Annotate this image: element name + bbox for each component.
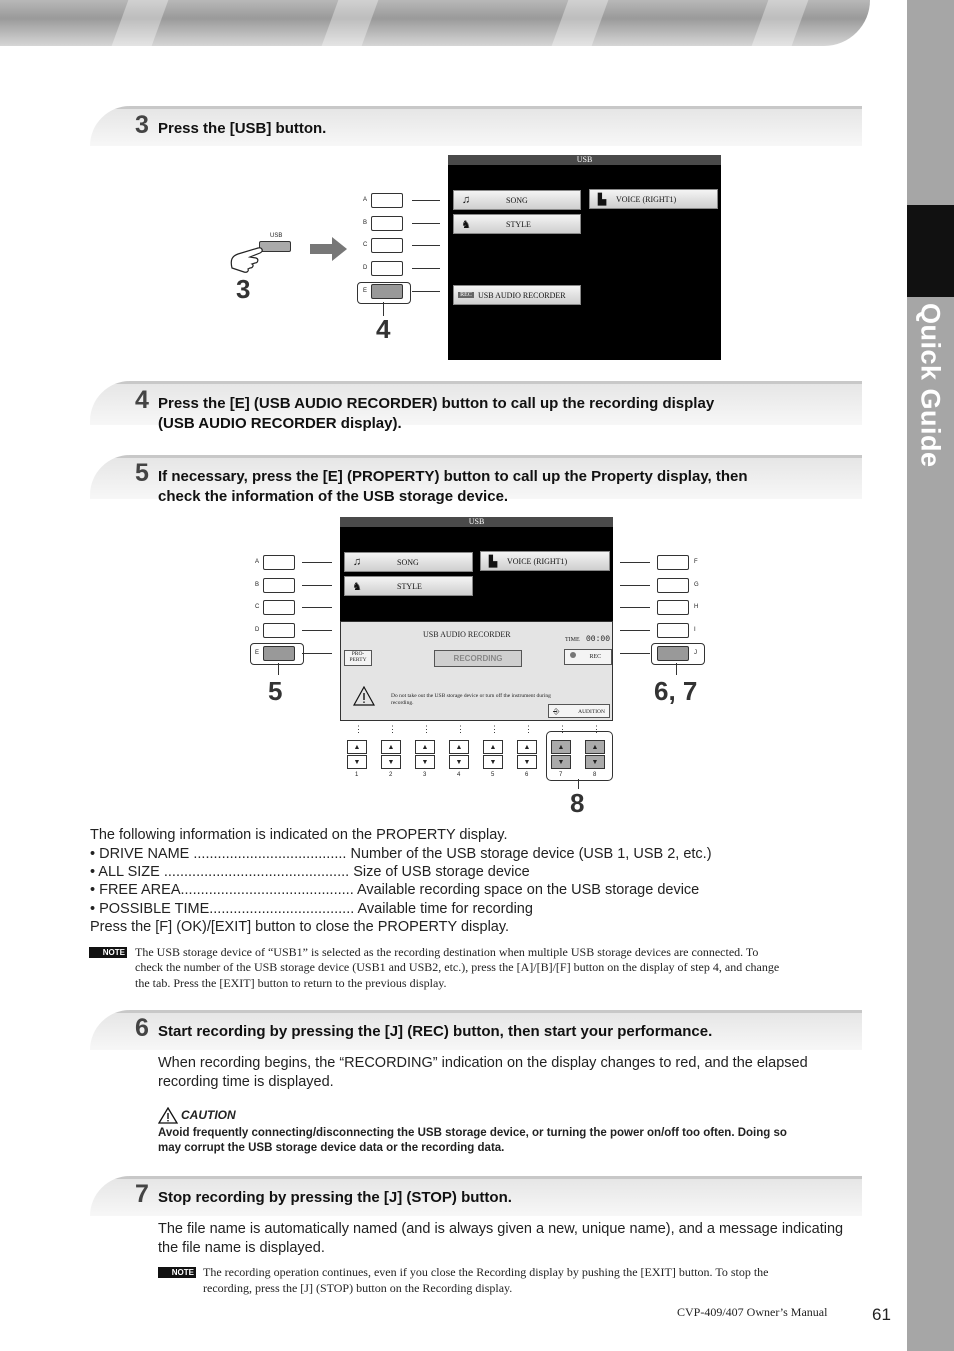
- audition-button[interactable]: ⎆ AUDITION: [548, 704, 610, 718]
- song-tab[interactable]: ♫ SONG: [344, 552, 473, 572]
- step-7-body-line1: The file name is automatically named (and is always given a new, unique name), and a message indicating: [158, 1221, 844, 1237]
- panel-button-b[interactable]: [263, 578, 295, 593]
- panel-button-a[interactable]: [263, 555, 295, 570]
- number-down-button-2[interactable]: ▼: [381, 755, 401, 769]
- callout-6-7: 6, 7: [654, 676, 698, 706]
- recorder-screen-top: [340, 517, 613, 621]
- callout-8: 8: [570, 788, 585, 818]
- dots-1: ⋮: [354, 724, 363, 734]
- number-label: 7: [559, 772, 563, 778]
- dots-6: ⋮: [524, 724, 533, 734]
- panel-button-e[interactable]: [371, 284, 403, 299]
- property-intro: The following information is indicated on the PROPERTY display.: [90, 827, 508, 843]
- side-tab-label: Quick Guide: [915, 302, 946, 468]
- note-badge: NOTE: [158, 1267, 196, 1278]
- panel-button-b[interactable]: [371, 216, 403, 231]
- screen-title: USB: [448, 155, 721, 165]
- style-icon: ♞: [352, 580, 362, 593]
- note-2-line1: The recording operation continues, even if you close the Recording display by pushing the [EXIT] button. To stop the: [203, 1265, 769, 1279]
- voice-tab[interactable]: ▙ VOICE (RIGHT1): [480, 551, 610, 571]
- warning-text: Do not take out the USB storage device or turn off the instrument during recording.: [391, 693, 551, 706]
- panel-button-d[interactable]: [371, 261, 403, 276]
- rec-button[interactable]: REC: [564, 649, 612, 665]
- panel-button-h[interactable]: [657, 600, 689, 615]
- usb-audio-recorder-tab[interactable]: REC USB AUDIO RECORDER: [453, 285, 581, 305]
- note-1-line2: check the number of the USB storage device (USB1 and USB2, etc.), press the [A]/[B]/[F] button on the display of step 4, and change: [135, 960, 780, 974]
- number-label: 5: [491, 772, 495, 778]
- callout-3: 3: [236, 274, 251, 304]
- panel-letter: D: [255, 627, 260, 633]
- panel-letter: H: [694, 604, 699, 610]
- panel-letter: J: [694, 650, 697, 656]
- recorder-title: USB AUDIO RECORDER: [423, 630, 511, 639]
- panel-button-f[interactable]: [657, 555, 689, 570]
- panel-letter: I: [694, 627, 696, 633]
- dots-2: ⋮: [388, 724, 397, 734]
- panel-letter: C: [255, 604, 260, 610]
- step-3-text: Press the [USB] button.: [158, 120, 327, 137]
- usb-panel-label: USB: [270, 233, 283, 239]
- number-down-button-7[interactable]: ▼: [551, 755, 571, 769]
- number-up-button-8[interactable]: ▲: [585, 740, 605, 754]
- recorder-panel: [340, 621, 613, 721]
- number-down-button-6[interactable]: ▼: [517, 755, 537, 769]
- music-note-icon: ♫: [461, 194, 471, 206]
- number-label: 8: [593, 772, 597, 778]
- step-4-number: 4: [135, 386, 149, 414]
- panel-letter: C: [363, 242, 368, 248]
- panel-letter: E: [363, 288, 368, 294]
- arrow-right-icon: [310, 236, 348, 262]
- panel-button-a[interactable]: [371, 193, 403, 208]
- style-tab[interactable]: ♞ STYLE: [453, 214, 581, 234]
- number-down-button-4[interactable]: ▼: [449, 755, 469, 769]
- number-up-button-3[interactable]: ▲: [415, 740, 435, 754]
- audition-icon: ⎆: [553, 707, 560, 716]
- callout-5: 5: [268, 676, 283, 706]
- panel-letter: G: [694, 582, 699, 588]
- number-up-button-5[interactable]: ▲: [483, 740, 503, 754]
- caution-icon: [158, 1107, 178, 1124]
- step-4-text-line1: Press the [E] (USB AUDIO RECORDER) button to call up the recording display: [158, 395, 715, 412]
- step-7-body-line2: the file name is displayed.: [158, 1240, 325, 1256]
- time-label: TIME: [565, 637, 580, 643]
- number-up-button-6[interactable]: ▲: [517, 740, 537, 754]
- step-6-number: 6: [135, 1014, 149, 1042]
- number-label: 2: [389, 772, 393, 778]
- panel-button-g[interactable]: [657, 578, 689, 593]
- number-up-button-2[interactable]: ▲: [381, 740, 401, 754]
- dots-8: ⋮: [592, 724, 601, 734]
- header-banner: [0, 0, 870, 46]
- hand-pointer-icon: [228, 238, 274, 274]
- property-outro: Press the [F] (OK)/[EXIT] button to close the PROPERTY display.: [90, 919, 510, 935]
- step-4-text-line2: (USB AUDIO RECORDER display).: [158, 415, 402, 432]
- rec-icon: REC: [458, 292, 474, 298]
- dots-4: ⋮: [456, 724, 465, 734]
- music-note-icon: ♫: [352, 556, 362, 568]
- step-5-text-line2: check the information of the USB storage device.: [158, 488, 509, 505]
- voice-tab[interactable]: ▙ VOICE (RIGHT1): [589, 189, 718, 209]
- number-up-button-4[interactable]: ▲: [449, 740, 469, 754]
- piano-icon: ▙: [488, 555, 498, 568]
- number-label: 4: [457, 772, 461, 778]
- step-7-number: 7: [135, 1180, 149, 1208]
- panel-letter: D: [363, 265, 368, 271]
- side-tab-marker: [907, 205, 954, 297]
- dots-3: ⋮: [422, 724, 431, 734]
- warning-icon: [353, 686, 375, 706]
- panel-letter: A: [363, 197, 368, 203]
- property-item: • ALL SIZE .............................................. Size of USB storage device: [90, 864, 530, 880]
- number-down-button-1[interactable]: ▼: [347, 755, 367, 769]
- step-7-text: Stop recording by pressing the [J] (STOP) button.: [158, 1189, 512, 1206]
- page-number: 61: [872, 1305, 891, 1324]
- time-value: 00:00: [586, 635, 611, 644]
- caution-title: CAUTION: [181, 1108, 236, 1122]
- piano-icon: ▙: [597, 193, 607, 206]
- caution-line2: may corrupt the USB storage device data or the recording data.: [158, 1142, 505, 1154]
- step-6-body-line2: recording time is displayed.: [158, 1074, 334, 1090]
- panel-button-c[interactable]: [263, 600, 295, 615]
- step-6-text: Start recording by pressing the [J] (REC) button, then start your performance.: [158, 1023, 713, 1040]
- property-item: • DRIVE NAME ...................................... Number of the USB storage device (USB 1, USB 2, etc.): [90, 846, 712, 862]
- panel-letter: F: [694, 559, 698, 565]
- step-3-number: 3: [135, 111, 149, 139]
- caution-line1: Avoid frequently connecting/disconnecting the USB storage device, or turning the power on/off too often. Doing so: [158, 1127, 787, 1139]
- number-down-button-5[interactable]: ▼: [483, 755, 503, 769]
- property-button[interactable]: PRO- PERTY: [344, 650, 372, 666]
- number-down-button-8[interactable]: ▼: [585, 755, 605, 769]
- number-up-button-1[interactable]: ▲: [347, 740, 367, 754]
- note-1-line1: The USB storage device of “USB1” is selected as the recording destination when multiple USB storage devices are connected. To: [135, 945, 759, 959]
- panel-button-j[interactable]: [657, 646, 689, 661]
- note-badge: NOTE: [89, 947, 127, 958]
- note-2-line2: recording, press the [J] (STOP) button on the Recording display.: [203, 1281, 513, 1295]
- panel-letter: B: [255, 582, 260, 588]
- number-label: 6: [525, 772, 529, 778]
- callout-4: 4: [376, 314, 391, 344]
- step-5-number: 5: [135, 459, 149, 487]
- style-tab[interactable]: ♞ STYLE: [344, 576, 473, 596]
- panel-button-c[interactable]: [371, 238, 403, 253]
- rec-dot-icon: [570, 652, 576, 658]
- panel-letter: A: [255, 559, 260, 565]
- panel-letter: B: [363, 220, 368, 226]
- screen-title: USB: [340, 517, 613, 527]
- dots-5: ⋮: [490, 724, 499, 734]
- step-6-body-line1: When recording begins, the “RECORDING” indication on the display changes to red, and the elapsed: [158, 1055, 808, 1071]
- panel-letter: E: [255, 650, 260, 656]
- step-5-text-line1: If necessary, press the [E] (PROPERTY) button to call up the Property display, then: [158, 468, 748, 485]
- dots-7: ⋮: [558, 724, 567, 734]
- usb-screen: [448, 155, 721, 360]
- style-icon: ♞: [461, 218, 471, 231]
- number-down-button-3[interactable]: ▼: [415, 755, 435, 769]
- song-tab[interactable]: ♫ SONG: [453, 190, 581, 210]
- number-label: 1: [355, 772, 359, 778]
- side-tab: [907, 0, 954, 1351]
- panel-button-d[interactable]: [263, 623, 295, 638]
- note-1-line3: the tab. Press the [EXIT] button to return to the previous display.: [135, 976, 447, 990]
- panel-button-e[interactable]: [263, 646, 295, 661]
- recording-indicator: RECORDING: [434, 650, 522, 667]
- panel-button-i[interactable]: [657, 623, 689, 638]
- number-label: 3: [423, 772, 427, 778]
- property-item: • POSSIBLE TIME.................................... Available time for recording: [90, 901, 533, 917]
- footer-manual-title: CVP-409/407 Owner’s Manual: [677, 1305, 828, 1319]
- number-up-button-7[interactable]: ▲: [551, 740, 571, 754]
- property-item: • FREE AREA........................................... Available recording space on the USB storage device: [90, 882, 700, 898]
